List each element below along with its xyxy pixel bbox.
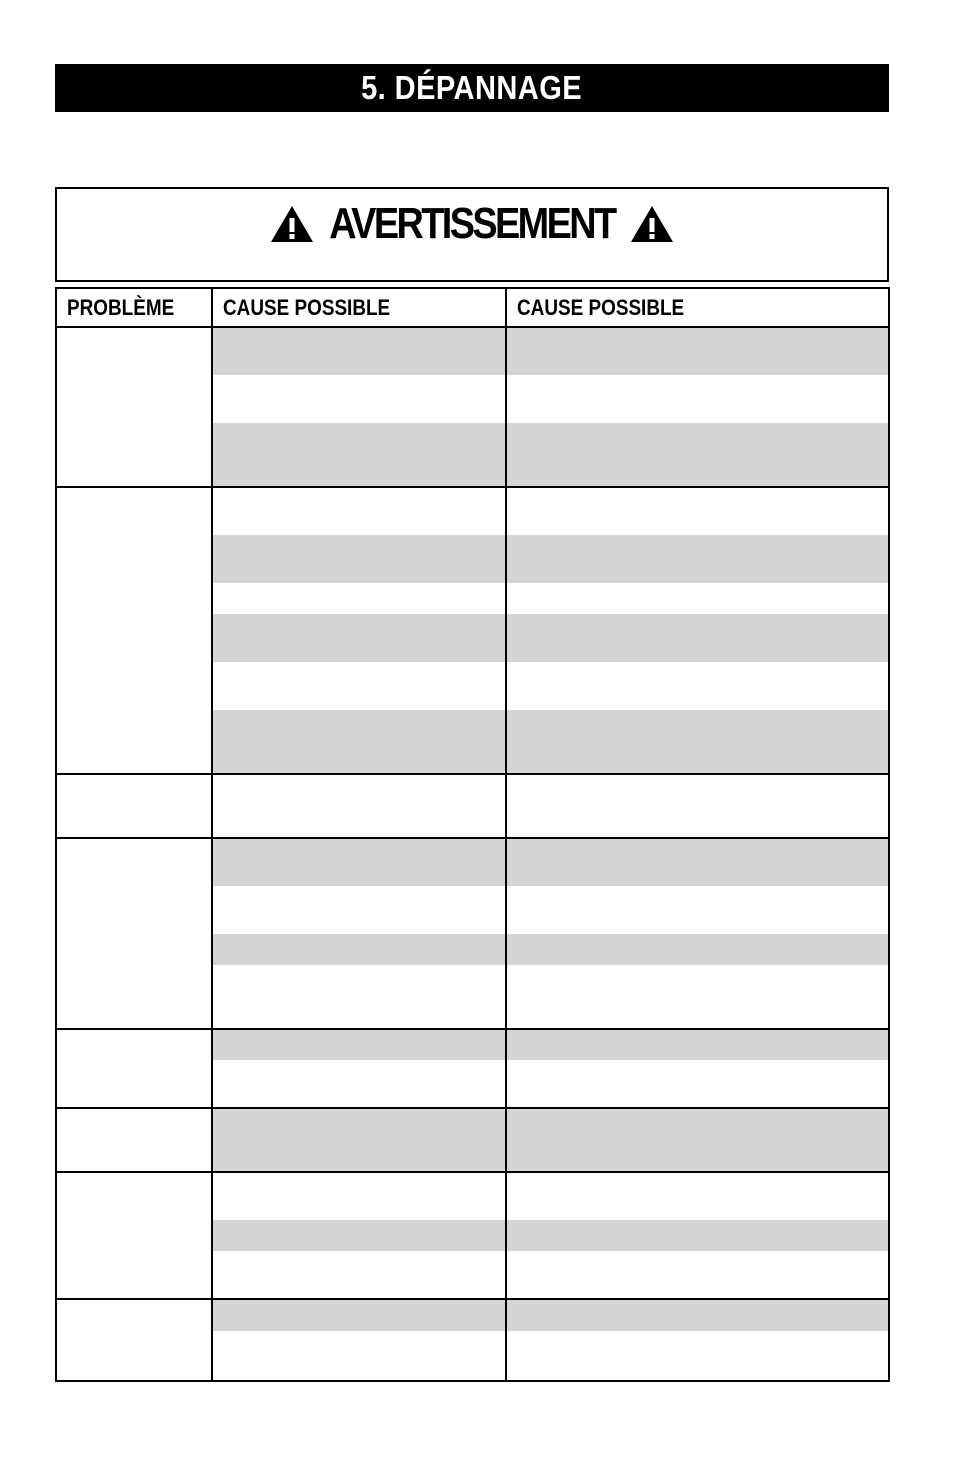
table-row [56, 1029, 889, 1060]
cause-cell [212, 1331, 506, 1381]
cause-cell-2 [506, 375, 889, 423]
cause-cell-2 [506, 710, 889, 774]
table-row [56, 327, 889, 375]
cause-cell [212, 375, 506, 423]
problem-cell [56, 1108, 212, 1172]
table-row [56, 838, 889, 886]
warning-title: AVERTISSEMENT [329, 199, 615, 248]
section-title: 5. DÉPANNAGE [361, 69, 583, 106]
cause-cell-2 [506, 1029, 889, 1060]
cause-cell [212, 838, 506, 886]
table-row [56, 774, 889, 838]
header-cause-possible: CAUSE POSSIBLE [212, 288, 506, 327]
warning-title-row [57, 199, 887, 249]
cause-cell-2 [506, 1172, 889, 1220]
warning-triangle-icon [630, 205, 674, 243]
cause-cell [212, 1172, 506, 1220]
problem-cell [56, 1029, 212, 1108]
section-header [55, 64, 889, 112]
troubleshooting-table [55, 287, 888, 1384]
cause-cell [212, 535, 506, 583]
cause-cell-2 [506, 1331, 889, 1381]
table-row [56, 1299, 889, 1331]
cause-cell-2 [506, 965, 889, 1029]
cause-cell [212, 614, 506, 662]
cause-cell [212, 934, 506, 965]
problem-cell [56, 774, 212, 838]
cause-cell [212, 423, 506, 487]
problem-cell [56, 1299, 212, 1381]
cause-cell-2 [506, 583, 889, 614]
cause-cell-2 [506, 1108, 889, 1172]
cause-cell-2 [506, 1060, 889, 1108]
cause-cell-2 [506, 423, 889, 487]
cause-cell [212, 710, 506, 774]
table-header-row [56, 288, 889, 327]
cause-cell [212, 774, 506, 838]
cause-cell-2 [506, 535, 889, 583]
cause-cell-2 [506, 774, 889, 838]
cause-cell [212, 662, 506, 710]
header-cause-possible-2: CAUSE POSSIBLE [506, 288, 889, 327]
cause-cell [212, 1060, 506, 1108]
problem-cell [56, 327, 212, 487]
cause-cell [212, 886, 506, 934]
header-probleme: PROBLÈME [56, 288, 212, 327]
problem-cell [56, 1172, 212, 1299]
cause-cell-2 [506, 1220, 889, 1251]
table-row [56, 1108, 889, 1172]
cause-cell [212, 1108, 506, 1172]
cause-cell-2 [506, 487, 889, 535]
cause-cell [212, 1029, 506, 1060]
table-body [56, 327, 889, 1381]
cause-cell [212, 1220, 506, 1251]
table-row [56, 487, 889, 535]
warning-box [55, 187, 889, 282]
cause-cell-2 [506, 838, 889, 886]
cause-cell-2 [506, 934, 889, 965]
cause-cell [212, 1251, 506, 1299]
cause-cell-2 [506, 614, 889, 662]
cause-cell [212, 327, 506, 375]
warning-triangle-icon [270, 205, 314, 243]
cause-cell [212, 583, 506, 614]
cause-cell [212, 1299, 506, 1331]
cause-cell-2 [506, 1251, 889, 1299]
table-row [56, 1172, 889, 1220]
cause-cell-2 [506, 327, 889, 375]
problem-cell [56, 838, 212, 1029]
cause-cell [212, 487, 506, 535]
cause-cell-2 [506, 1299, 889, 1331]
cause-cell-2 [506, 886, 889, 934]
cause-cell-2 [506, 662, 889, 710]
problem-cell [56, 487, 212, 774]
cause-cell [212, 965, 506, 1029]
